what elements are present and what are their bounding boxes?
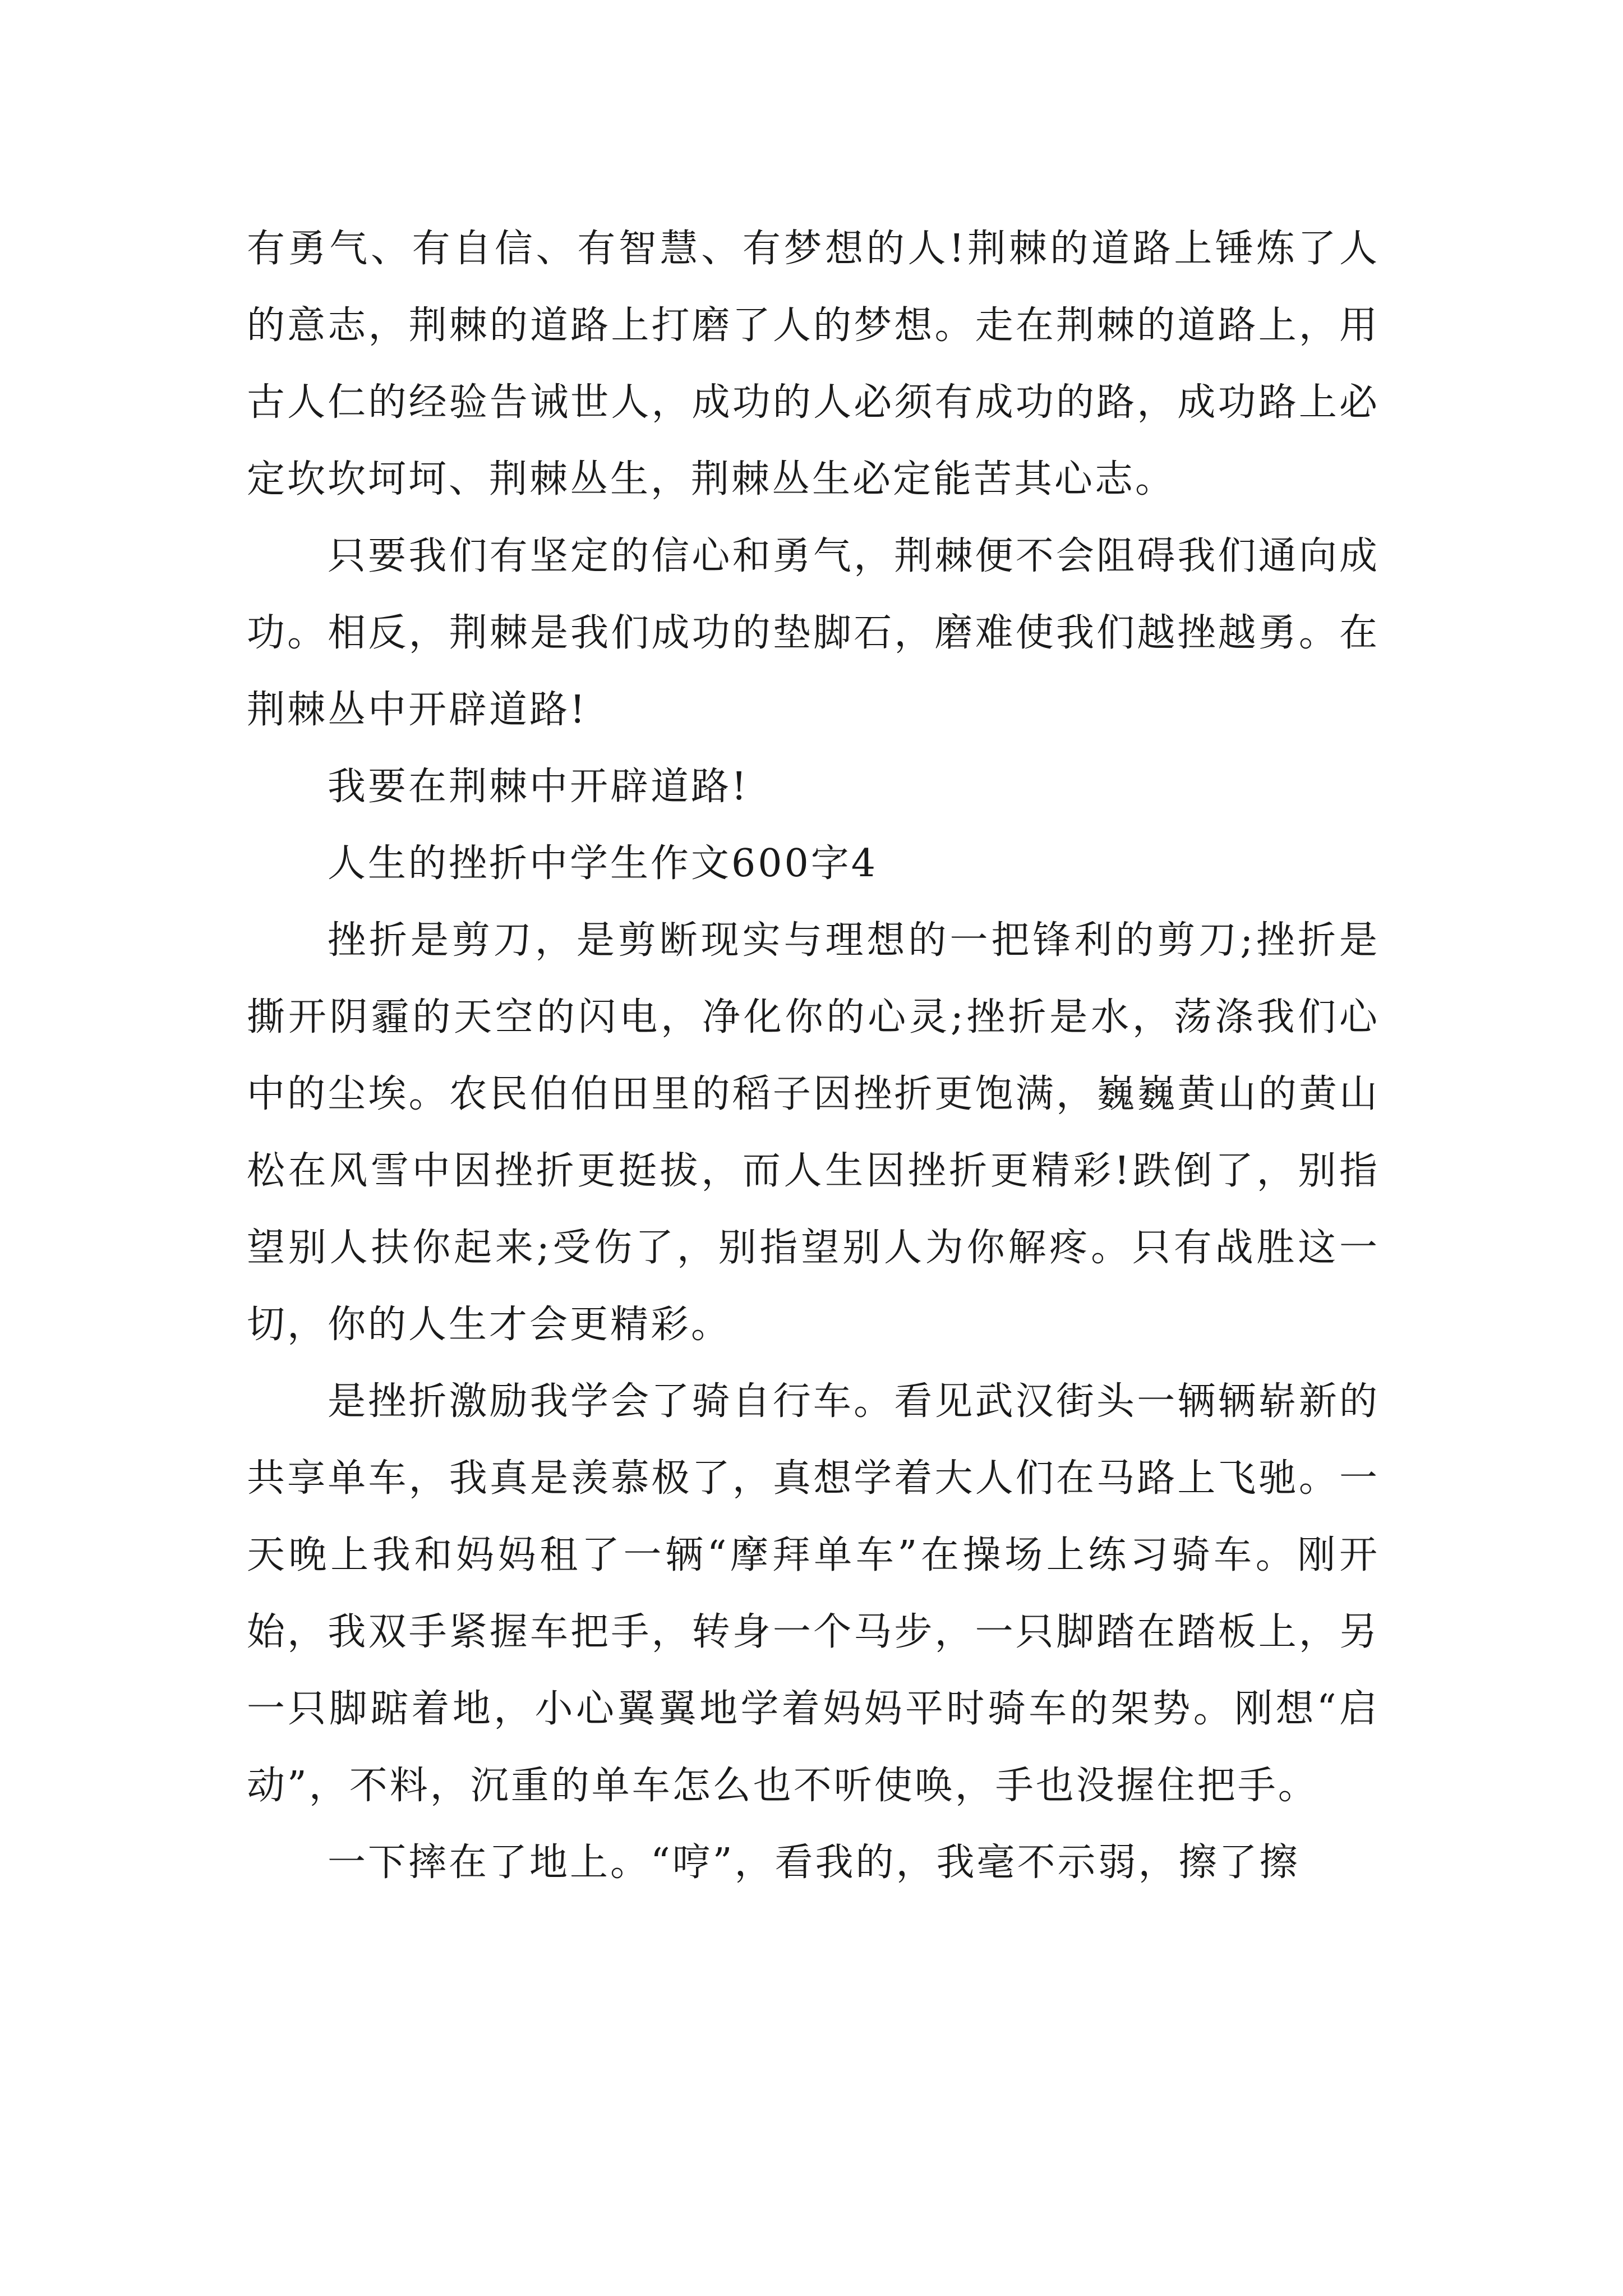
paragraph-6: 一下摔在了地上。“哼”，看我的，我毫不示弱，擦了擦 [328, 1841, 1300, 1885]
paragraph-1: 有勇气、有自信、有智慧、有梦想的人!荆棘的道路上锤炼了人的意志，荆棘的道路上打磨了人的梦想。走在荆棘的道路上，用古人仁的经验告诫世人，成功的人必须有成功的路，成功路上必定坎坎坷坷、荆棘丛生，荆棘丛生必定能苦其心志。 [247, 227, 1380, 501]
paragraph-3: 我要在荆棘中开辟道路! [328, 765, 749, 809]
section-heading: 人生的挫折中学生作文600字4 [328, 841, 878, 886]
paragraph-2: 只要我们有坚定的信心和勇气，荆棘便不会阻碍我们通向成功。相反，荆棘是我们成功的垫脚石，磨难使我们越挫越勇。在荆棘丛中开辟道路! [247, 534, 1380, 732]
document-page [247, 210, 1380, 1901]
paragraph-5: 是挫折激励我学会了骑自行车。看见武汉街头一辆辆崭新的共享单车，我真是羡慕极了，真想学着大人们在马路上飞驰。一天晚上我和妈妈租了一辆“摩拜单车”在操场上练习骑车。刚开始，我双手紧握车把手，转身一个马步，一只脚踏在踏板上，另一只脚踮着地，小心翼翼地学着妈妈平时骑车的架势。刚想“启动”，不料，沉重的单车怎么也不听使唤，手也没握住把手。 [247, 1379, 1380, 1808]
paragraph-4: 挫折是剪刀，是剪断现实与理想的一把锋利的剪刀;挫折是撕开阴霾的天空的闪电，净化你的心灵;挫折是水，荡涤我们心中的尘埃。农民伯伯田里的稻子因挫折更饱满，巍巍黄山的黄山松在风雪中因挫折更挺拔，而人生因挫折更精彩!跌倒了，别指望别人扶你起来;受伤了，别指望别人为你解疼。只有战胜这一切，你的人生才会更精彩。 [247, 918, 1380, 1347]
